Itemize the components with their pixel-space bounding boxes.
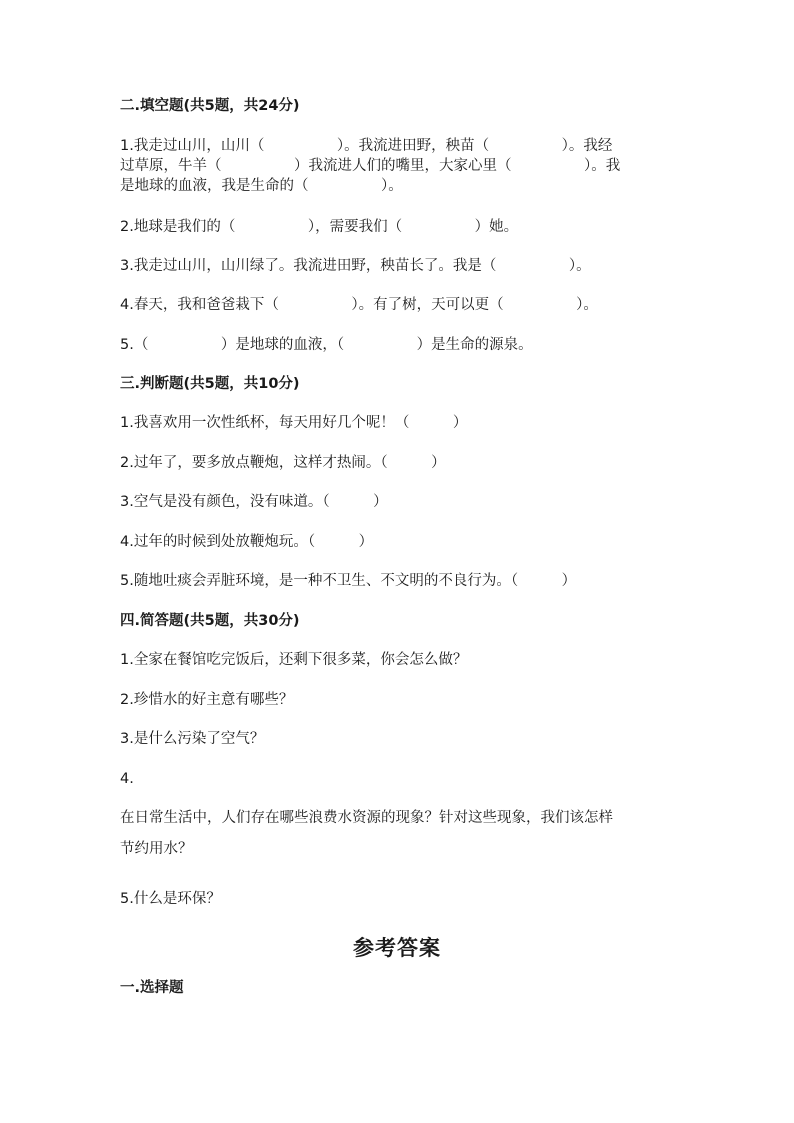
answer-key-choice-heading: 一.选择题 (120, 980, 184, 996)
short-answer-q2: 2.珍惜水的好主意有哪些？ (120, 692, 294, 708)
short-answer-q4-line1: 在日常生活中，人们存在哪些浪费水资源的现象？针对这些现象，我们该怎样 (120, 810, 613, 826)
short-answer-heading: 四.简答题(共5题，共30分) (120, 613, 300, 629)
judge-q2: 2.过年了，要多放点鞭炮，这样才热闹。（ ） (120, 455, 446, 471)
short-answer-q5: 5.什么是环保？ (120, 891, 221, 907)
short-answer-q4-number: 4. (120, 771, 134, 787)
fill-blank-q1-line1: 1.我走过山川，山川（ ）。我流进田野，秧苗（ ）。我经 (120, 138, 613, 154)
short-answer-q3: 3.是什么污染了空气？ (120, 731, 265, 747)
fill-blank-q1-line2: 过草原，牛羊（ ）我流进人们的嘴里，大家心里（ ）。我 (120, 158, 621, 174)
judge-q4: 4.过年的时候到处放鞭炮玩。（ ） (120, 534, 374, 550)
short-answer-q1: 1.全家在餐馆吃完饭后，还剩下很多菜，你会怎么做？ (120, 652, 468, 668)
fill-blank-q5: 5.（ ）是地球的血液，（ ）是生命的源泉。 (120, 337, 533, 353)
fill-blank-heading: 二.填空题(共5题，共24分) (120, 98, 300, 114)
answer-key-title: 参考答案 (353, 936, 441, 960)
judge-q5: 5.随地吐痰会弄脏环境，是一种不卫生、不文明的不良行为。（ ） (120, 573, 577, 589)
fill-blank-q1-line3: 是地球的血液，我是生命的（ ）。 (120, 178, 403, 194)
fill-blank-q4: 4.春天，我和爸爸栽下（ ）。有了树，天可以更（ ）。 (120, 297, 598, 313)
short-answer-q4-line2: 节约用水？ (120, 841, 193, 857)
judge-q1: 1.我喜欢用一次性纸杯，每天用好几个呢！（ ） (120, 415, 468, 431)
judge-q3: 3.空气是没有颜色，没有味道。（ ） (120, 494, 388, 510)
judge-heading: 三.判断题(共5题，共10分) (120, 376, 300, 392)
fill-blank-q3: 3.我走过山川，山川绿了。我流进田野，秧苗长了。我是（ ）。 (120, 258, 591, 274)
fill-blank-q2: 2.地球是我们的（ ），需要我们（ ）她。 (120, 219, 519, 235)
